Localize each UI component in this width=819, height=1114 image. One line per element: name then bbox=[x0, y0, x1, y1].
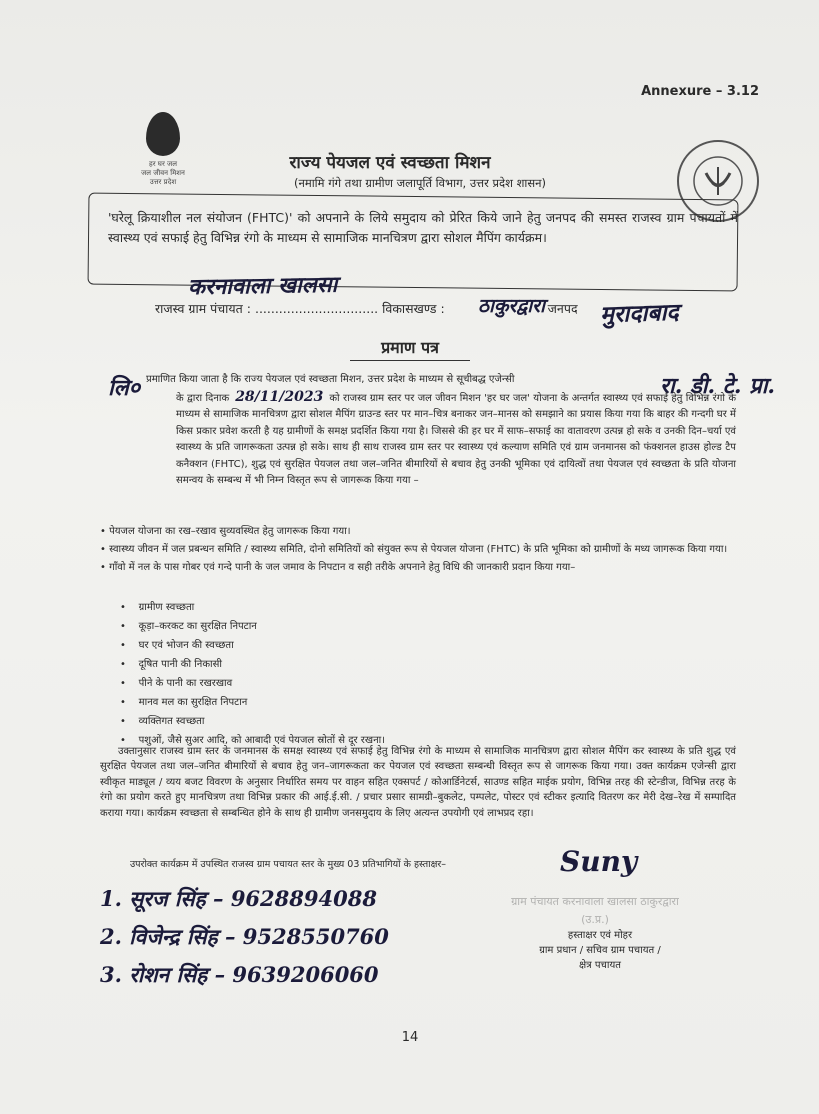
sub-bullet-item: • घर एवं भोजन की स्वच्छता bbox=[120, 640, 234, 651]
certificate-line1: प्रमाणित किया जाता है कि राज्य पेयजल एवं स्वच्छता मिशन, उत्तर प्रदेश के माध्यम से सूचीबद्ध एजेन्सी bbox=[146, 374, 515, 385]
program-title-text: 'घरेलू क्रियाशील नल संयोजन (FHTC)' को अपनाने के लिये समुदाय को प्रेरित किये जाने हेतु जनपद की समस्त राजस्व ग्राम पचायतों में स्वास्थ्य एवं सफाई हेतु विभिन्न रंगो के माध्यम से सामाजिक मानचित्रण द्वारा सोशल मैपिंग कार्यक्रम। bbox=[108, 210, 738, 245]
mission-subtitle: (नमामि गंगे तथा ग्रामीण जलापूर्ति विभाग, उत्तर प्रदेश शासन) bbox=[293, 176, 547, 190]
har-ghar-jal-logo bbox=[128, 112, 198, 187]
participants-caption: उपरोक्त कार्यक्रम में उपस्थित राजस्व ग्राम पचायत स्तर के मुख्य 03 प्रतिभागियों के हस्ताक्षर– bbox=[129, 859, 447, 870]
signature-block bbox=[470, 928, 730, 973]
water-drop-icon bbox=[146, 112, 180, 156]
pradhan-signature: Suny bbox=[560, 845, 638, 878]
block-label: विकासखण्ड : bbox=[382, 301, 445, 316]
certificate-body bbox=[100, 372, 736, 490]
bullet-item: • गाँवो में नल के पास गोबर एवं गन्दे पानी के जल जमाव के निपटान व सही तरीके अपनाने हेतु विधि की जानकारी प्रदान किया गया– bbox=[100, 562, 576, 573]
certificate-line2b: को राजस्व ग्राम स्तर पर जल जीवन मिशन 'हर घर जल' योजना के अन्तर्गत स्वास्थ्य एवं सफाई हेतु विभिन्न रंगो के माध्यम से सामाजिक मानचित्रण द्वारा सोशल मैपिंग ग्राउन्ड स्तर पर मान–चित्र बनाकर जन–मानस को समझाने का प्रयास किया गया कि बाहर की गन्दगी घर में किस प्रकार प्रवेश करती है यह ग्रामीणों के समक्ष प्रदर्शित किया गया है। जिससे की हर घर में साफ–सफाई का वातावरण उत्पन्न हो सके व उनकी दिन–चर्या एवं स्वास्थ्य के प्रति जागरूकता उत्पन्न हो सके। साथ ही साथ राजस्व ग्राम स्तर पर स्वास्थ्य एवं कल्याण समिति एवं ग्राम जनमानस को फंक्शनल हाउस होल्ड टैप कनैक्शन (FHTC), शुद्ध एवं सुरक्षित पेयजल तथा जल–जनित बीमारियों से बचाव हेतु उनकी भूमिका एवं दायित्वों तथा पेयजल एवं स्वच्छता के प्रति योजना समन्वय के सम्बन्ध में भी निम्न विस्तृत रूप से जागरूक किया गया – bbox=[176, 392, 736, 486]
mission-title: राज्य पेयजल एवं स्वच्छता मिशन bbox=[289, 153, 491, 173]
summary-paragraph: उक्तानुसार राजस्व ग्राम स्तर के जनमानस के समक्ष स्वास्थ्य एवं सफाई हेतु विभिन्न रंगो के माध्यम से सामाजिक मानचित्रण द्वारा सोशल मैपिंग कर स्वास्थ्य के प्रति शुद्ध एवं सुरक्षित पेयजल तथा जल–जनित बीमारियों से बचाव हेतु जन–जागरूकता कर पेयजल एवं स्वच्छता सम्बन्धी विस्तृत रूप से जागरूक किया गया। उक्त कार्यक्रम एजेन्सी द्वारा स्वीकृत माड्यूल / व्यय बजट विवरण के अनुसार निर्धारित समय पर वाहन सहित एक्सपर्ट / कोआर्डिनेटर्स, साउण्ड सहित माईक प्रयोग, विभिन्न तरह की स्टेन्डीज, विभिन्न तरह के रंगो का प्रयोग करते हुए मानचित्रण तथा विभिन्न प्रकार की आई.ई.सी. / प्रचार प्रसार सामग्री–बुकलेट, पम्पलेट, पोस्टर एवं स्टीकर इत्यादि वितरण कर मेरी देख–रेख में सम्पादित कराया गया। कार्यक्रम स्वच्छता से सम्बन्धित होने के साथ ही ग्रामीण जनसमुदाय के लिए अत्यन्त उपयोगी एवं लाभप्रद रहा। bbox=[100, 746, 736, 819]
sub-bullet-item: • मानव मल का सुरक्षित निपटान bbox=[120, 697, 248, 708]
participant-3: 3. रोशन सिंह – 9639206060 bbox=[100, 962, 379, 987]
logo-caption: हर घर जल जल जीवन मिशन उत्तर प्रदेश bbox=[141, 160, 185, 186]
sub-bullet-item: • पीने के पानी का रखरखाव bbox=[120, 678, 233, 689]
sub-bullet-item: • व्यक्तिगत स्वच्छता bbox=[120, 716, 205, 727]
sig-label-1: हस्ताक्षर एवं मोहर bbox=[567, 930, 633, 941]
agency-handwritten: रा. डी. टे. प्रा. bbox=[660, 373, 776, 399]
bullet-item: • स्वास्थ्य जीवन में जल प्रबन्धन समिति / स्वास्थ्य समिति, दोनो समितियों को संयुक्त रूप से पेयजल योजना (FHTC) के प्रति भूमिका को ग्रामीणों के मध्य जागरूक किया गया। bbox=[100, 544, 728, 555]
sub-bullet-item: • ग्रामीण स्वच्छता bbox=[120, 602, 195, 613]
date-handwritten: 28/11/2023 bbox=[235, 388, 324, 405]
handwritten-mark: लि० bbox=[108, 375, 141, 401]
certificate-line2: के द्वारा दिनाक bbox=[176, 392, 230, 404]
district-label: जनपद bbox=[547, 301, 578, 316]
sub-bullet-item: • पशुओं, जैसे सुअर आदि, को आबादी एवं पेयजल स्रोतों से दूर रखना। bbox=[120, 735, 385, 746]
gram-panchayat-handwritten: करनावाला खालसा bbox=[187, 271, 338, 301]
gram-panchayat-dots: ............................... bbox=[254, 301, 379, 316]
participant-1: 1. सूरज सिंह – 9628894088 bbox=[100, 886, 377, 911]
sub-bullet-item: • कूड़ा–करकट का सुरक्षित निपटान bbox=[120, 621, 257, 632]
bullet-item: • पेयजल योजना का रख–रखाव सुव्यवस्थित हेतु जागरूक किया गया। bbox=[100, 526, 351, 537]
sub-bullet-item: • दूषित पानी की निकासी bbox=[120, 659, 222, 670]
sig-label-2: ग्राम प्रधान / सचिव ग्राम पचायत / bbox=[539, 945, 661, 956]
block-handwritten: ठाकुरद्वारा bbox=[478, 295, 545, 317]
sig-label-3: क्षेत्र पचायत bbox=[579, 960, 621, 971]
certificate-heading: प्रमाण पत्र bbox=[350, 336, 470, 361]
sub-bullets bbox=[120, 598, 520, 750]
annexure-label: Annexure – 3.12 bbox=[641, 84, 759, 99]
gram-panchayat-label: राजस्व ग्राम पंचायत : bbox=[155, 301, 251, 316]
main-bullets bbox=[100, 524, 740, 578]
page-number: 14 bbox=[401, 1030, 419, 1045]
participant-signatures bbox=[100, 880, 389, 994]
participant-2: 2. विजेन्द्र सिंह – 9528550760 bbox=[100, 924, 389, 949]
official-stamp: ग्राम पंचायत करनावाला खालसा ठाकुरद्वारा (उ.प्र.) bbox=[511, 895, 679, 926]
district-handwritten: मुरादाबाद bbox=[599, 298, 680, 329]
